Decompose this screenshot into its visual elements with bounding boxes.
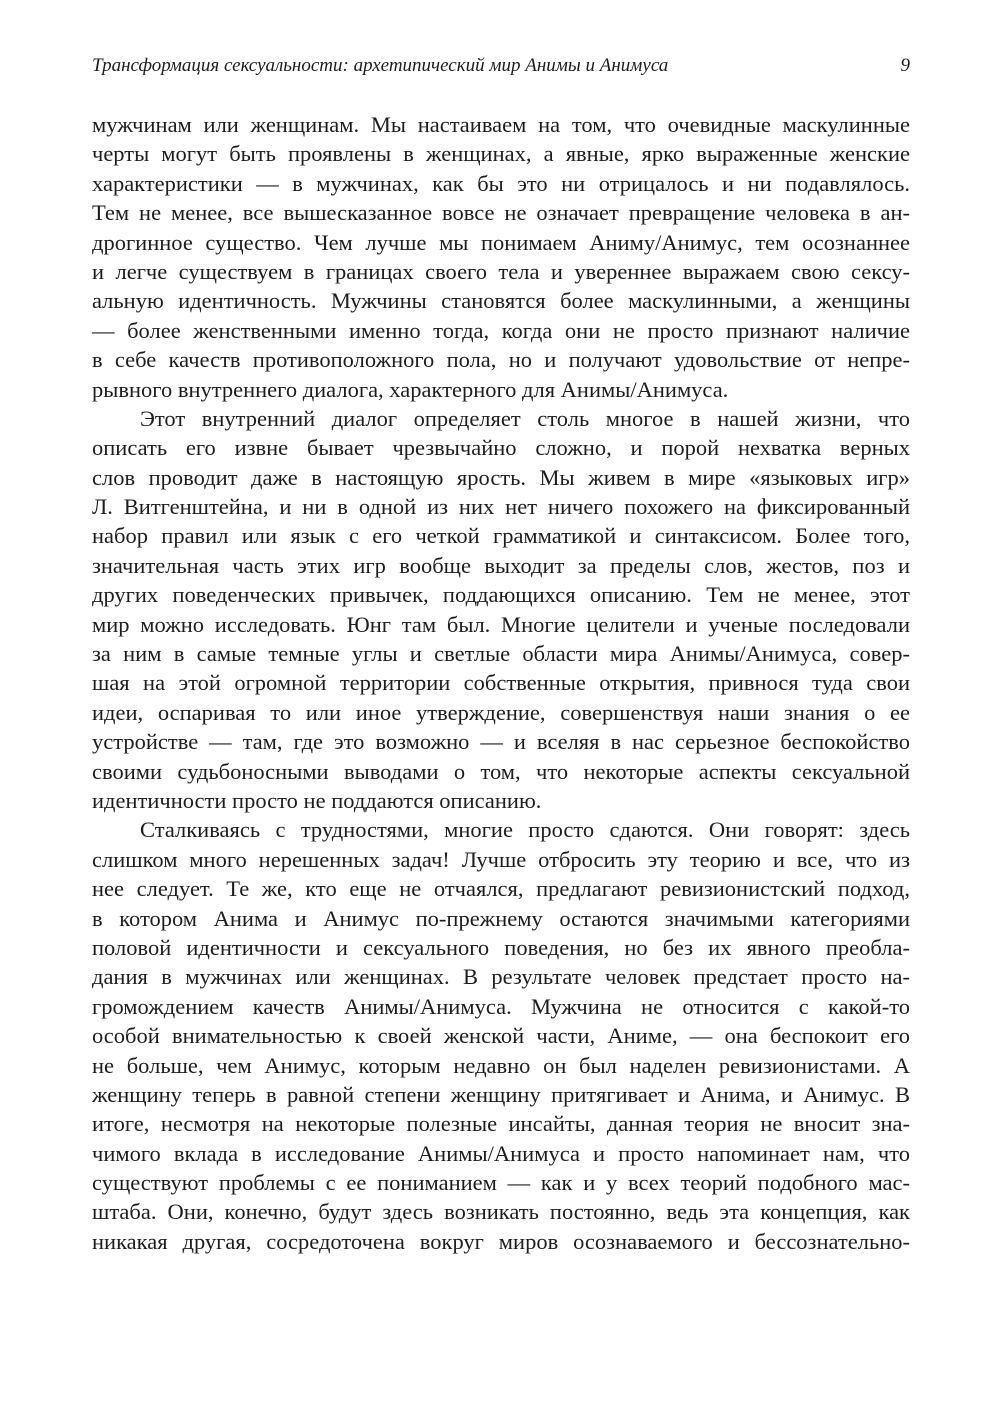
text-line: существуют проблемы с ее пониманием — как и у всех теорий подобного мас- — [92, 1170, 910, 1196]
text-line: описать его извне бывает чрезвычайно сложно, и порой нехватка верных — [92, 435, 910, 461]
text-line: мир можно исследовать. Юнг там был. Многие целители и ученые последовали — [92, 611, 910, 637]
text-line: набор правил или язык с его четкой грамматикой и синтаксисом. Более того, — [92, 523, 910, 549]
text-line: слов проводит даже в настоящую ярость. Мы живем в мире «языковых игр» — [92, 464, 910, 490]
text-line: никакая другая, сосредоточена вокруг миров осознаваемого и бессознательно- — [92, 1228, 910, 1254]
text-line: Тем не менее, все вышесказанное вовсе не означает превращение человека в ан- — [92, 200, 910, 226]
text-line: значительная часть этих игр вообще выходит за пределы слов, жестов, поз и — [92, 552, 910, 578]
text-line: — более женственными именно тогда, когда они не просто признают наличие — [92, 317, 910, 343]
text-line: штаба. Они, конечно, будут здесь возникать постоянно, ведь эта концепция, как — [92, 1199, 910, 1225]
text-line: особой внимательностью к своей женской части, Аниме, — она беспокоит его — [92, 1023, 910, 1049]
body-text — [92, 110, 910, 1256]
text-line: итоге, несмотря на некоторые полезные инсайты, данная теория не вносит зна- — [92, 1111, 910, 1137]
page-number: 9 — [900, 55, 910, 76]
text-line: громождением качеств Анимы/Анимуса. Мужчина не относится с какой-то — [92, 993, 910, 1019]
text-line: нее следует. Те же, кто еще не отчаялся, предлагают ревизионистский подход, — [92, 876, 910, 902]
text-line: Л. Витгенштейна, и ни в одной из них нет ничего похожего на фиксированный — [92, 494, 910, 520]
text-line: не больше, чем Анимус, которым недавно он был наделен ревизионистами. А — [92, 1052, 910, 1078]
text-line: Этот внутренний диалог определяет столь многое в нашей жизни, что — [140, 405, 910, 431]
text-line: идеи, оспаривая то или иное утверждение, совершенствуя наши знания о ее — [92, 699, 910, 725]
running-title: Трансформация сексуальности: архетипический мир Анимы и Анимуса — [92, 55, 669, 76]
text-line: Сталкиваясь с трудностями, многие просто сдаются. Они говорят: здесь — [140, 817, 910, 843]
running-header — [92, 55, 910, 81]
text-line: характеристики — в мужчинах, как бы это ни отрицалось и ни подавлялось. — [92, 170, 910, 196]
text-line: устройстве — там, где это возможно — и вселяя в нас серьезное беспокойство — [92, 729, 910, 755]
text-line: своими судьбоносными выводами о том, что некоторые аспекты сексуальной — [92, 758, 910, 784]
text-line: дрогинное существо. Чем лучше мы понимаем Аниму/Анимус, тем осознаннее — [92, 229, 910, 255]
text-line: слишком много нерешенных задач! Лучше отбросить эту теорию и все, что из — [92, 846, 910, 872]
text-line: других поведенческих привычек, поддающихся описанию. Тем не менее, этот — [92, 582, 910, 608]
text-line: идентичности просто не поддаются описанию. — [92, 787, 542, 813]
text-line: за ним в самые темные углы и светлые области мира Анимы/Анимуса, совер- — [92, 641, 910, 667]
text-line: и легче существуем в границах своего тела и увереннее выражаем свою сексу- — [92, 258, 910, 284]
text-line: женщину теперь в равной степени женщину притягивает и Анима, и Анимус. В — [92, 1081, 910, 1107]
text-line: чимого вклада в исследование Анимы/Анимуса и просто напоминает нам, что — [92, 1140, 910, 1166]
text-line: шая на этой огромной территории собственные открытия, привнося туда свои — [92, 670, 910, 696]
paragraph — [92, 815, 910, 1256]
text-line: черты могут быть проявлены в женщинах, а явные, ярко выраженные женские — [92, 141, 910, 167]
text-line: мужчинам или женщинам. Мы настаиваем на том, что очевидные маскулинные — [92, 112, 910, 137]
text-line: рывного внутреннего диалога, характерного для Анимы/Анимуса. — [92, 376, 729, 402]
text-line: половой идентичности и сексуального поведения, но без их явного преобла- — [92, 934, 910, 960]
text-line: в котором Анима и Анимус по-прежнему остаются значимыми категориями — [92, 905, 910, 931]
paragraph — [92, 404, 910, 815]
text-line: дания в мужчинах или женщинах. В результате человек предстает просто на- — [92, 964, 910, 990]
paragraph — [92, 110, 910, 404]
text-line: альную идентичность. Мужчины становятся более маскулинными, а женщины — [92, 288, 910, 314]
text-line: в себе качеств противоположного пола, но и получают удовольствие от непре- — [92, 347, 910, 373]
